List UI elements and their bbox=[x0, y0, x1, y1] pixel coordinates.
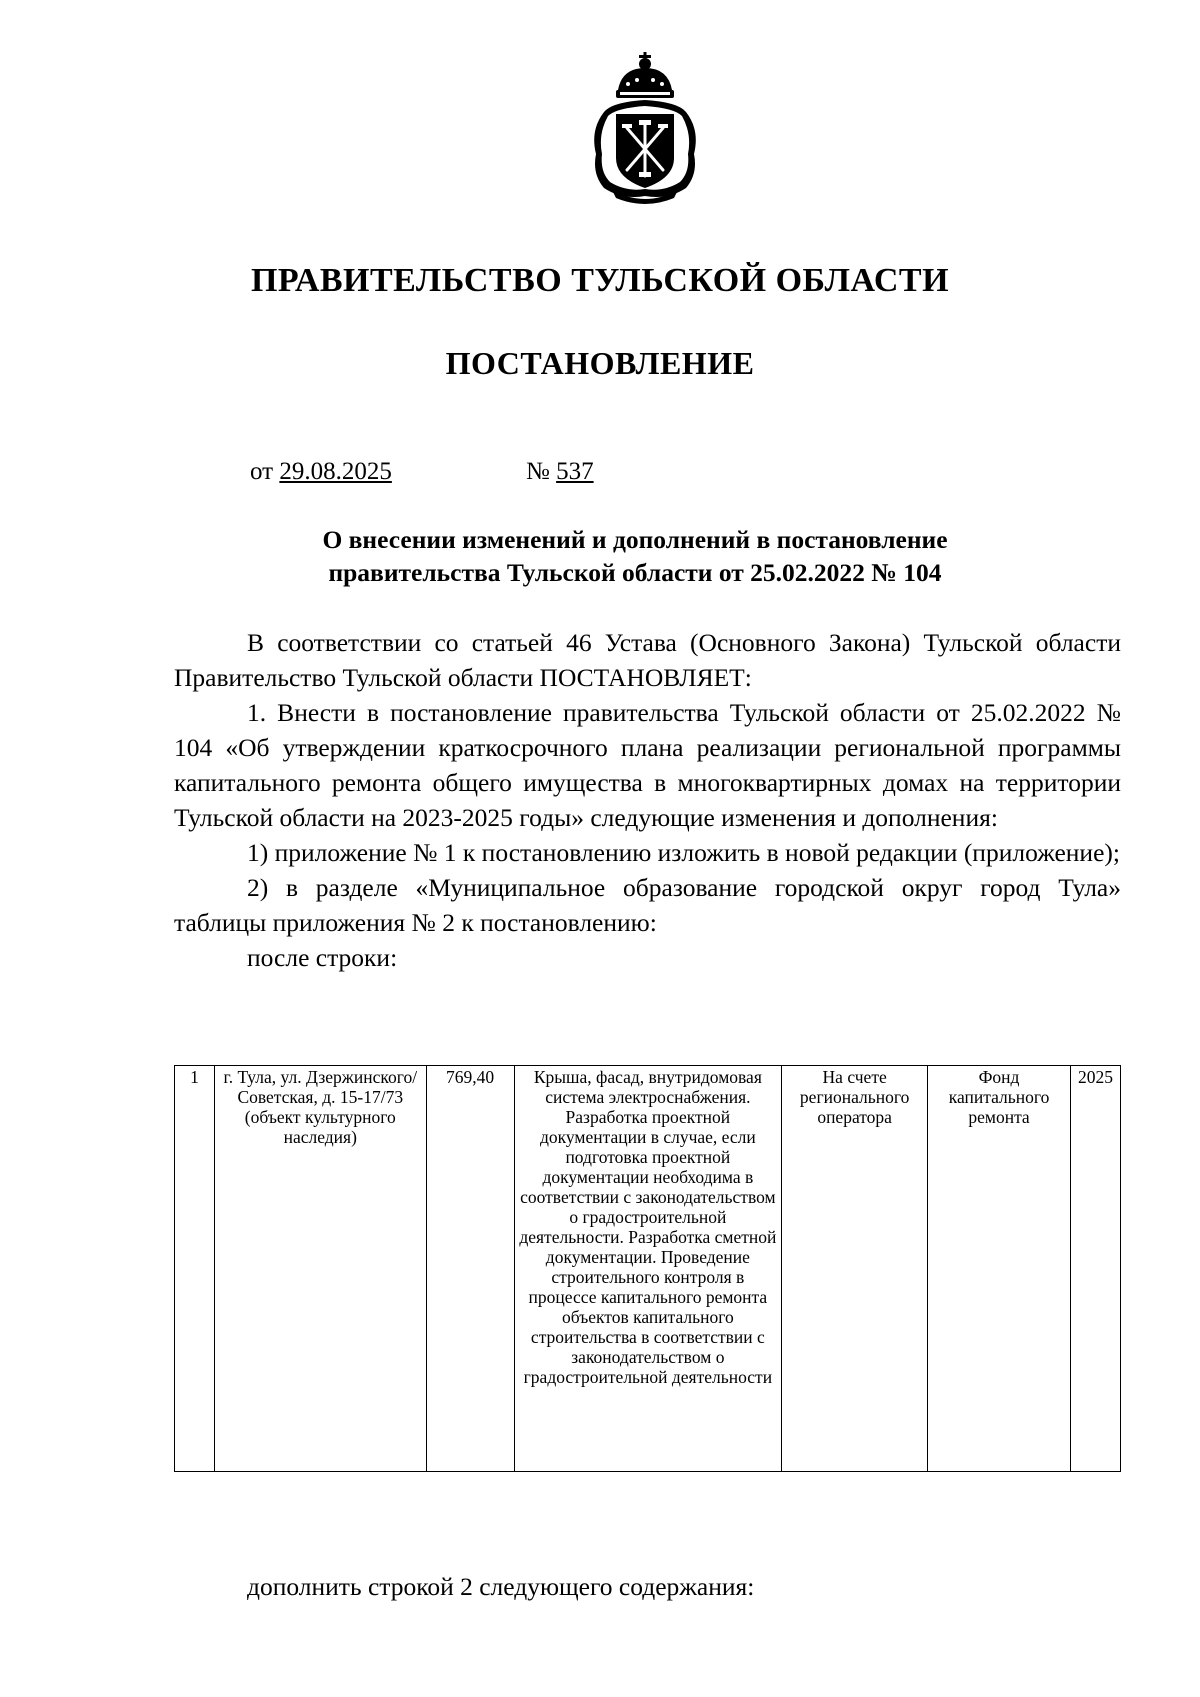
document-subject bbox=[170, 523, 1100, 589]
document-body bbox=[174, 625, 1121, 975]
subject-line-2: правительства Тульской области от 25.02.2022 № 104 bbox=[328, 558, 942, 587]
body-paragraph-item-1: 1. Внести в постановление правительства Тульской области от 25.02.2022 № 104 «Об утверждении краткосрочного плана реализации региональной программы капитального ремонта общего имущества в многоквартирных домах на территории Тульской области на 2023-2025 годы» следующие изменения и дополнения: bbox=[174, 698, 1121, 832]
date-value: 29.08.2025 bbox=[279, 458, 392, 485]
table-row bbox=[175, 1066, 1121, 1472]
number-prefix: № bbox=[526, 458, 557, 485]
document-number bbox=[526, 458, 594, 486]
closing-line: дополнить строкой 2 следующего содержания: bbox=[247, 1572, 755, 1601]
cell-row-number: 1 bbox=[175, 1066, 215, 1472]
subject-line-1: О внесении изменений и дополнений в постановление bbox=[322, 525, 948, 554]
cell-works: Крыша, фасад, внутридомовая система электроснабжения. Разработка проектной документации в случае, если подготовка проектной документации необходима в соответствии с законодательством о градостроительной деятельности. Разработка сметной документации. Проведение строительного контроля в процессе капитального ремонта объектов капитального строительства в соответствии с законодательством о градостроительной деятельности bbox=[514, 1066, 782, 1472]
body-paragraph-subitem-1: 1) приложение № 1 к постановлению изложить в новой редакции (приложение); bbox=[247, 838, 1120, 867]
cell-fund: Фонд капитального ремонта bbox=[928, 1066, 1071, 1472]
cell-area: 769,40 bbox=[426, 1066, 514, 1472]
cell-year: 2025 bbox=[1070, 1066, 1120, 1472]
amendment-table bbox=[174, 1065, 1121, 1472]
organization-title: ПРАВИТЕЛЬСТВО ТУЛЬСКОЙ ОБЛАСТИ bbox=[250, 262, 950, 299]
document-type-title: ПОСТАНОВЛЕНИЕ bbox=[445, 345, 755, 381]
cell-address: г. Тула, ул. Дзержинского/ Советская, д. 15-17/73 (объект культурного наследия) bbox=[214, 1066, 426, 1472]
document-date bbox=[250, 458, 392, 486]
cell-account: На счете регионального оператора bbox=[782, 1066, 928, 1472]
date-prefix: от bbox=[250, 458, 280, 485]
body-paragraph-subitem-2: 2) в разделе «Муниципальное образование городской округ город Тула» таблицы приложения № 2 к постановлению: bbox=[174, 873, 1121, 937]
body-paragraph-after-row: после строки: bbox=[247, 943, 398, 972]
number-value: 537 bbox=[556, 458, 594, 485]
coat-of-arms-icon bbox=[582, 50, 708, 208]
body-paragraph-preamble: В соответствии со статьей 46 Устава (Основного Закона) Тульской области Правительство Тульской области ПОСТАНОВЛЯЕТ: bbox=[174, 628, 1121, 692]
